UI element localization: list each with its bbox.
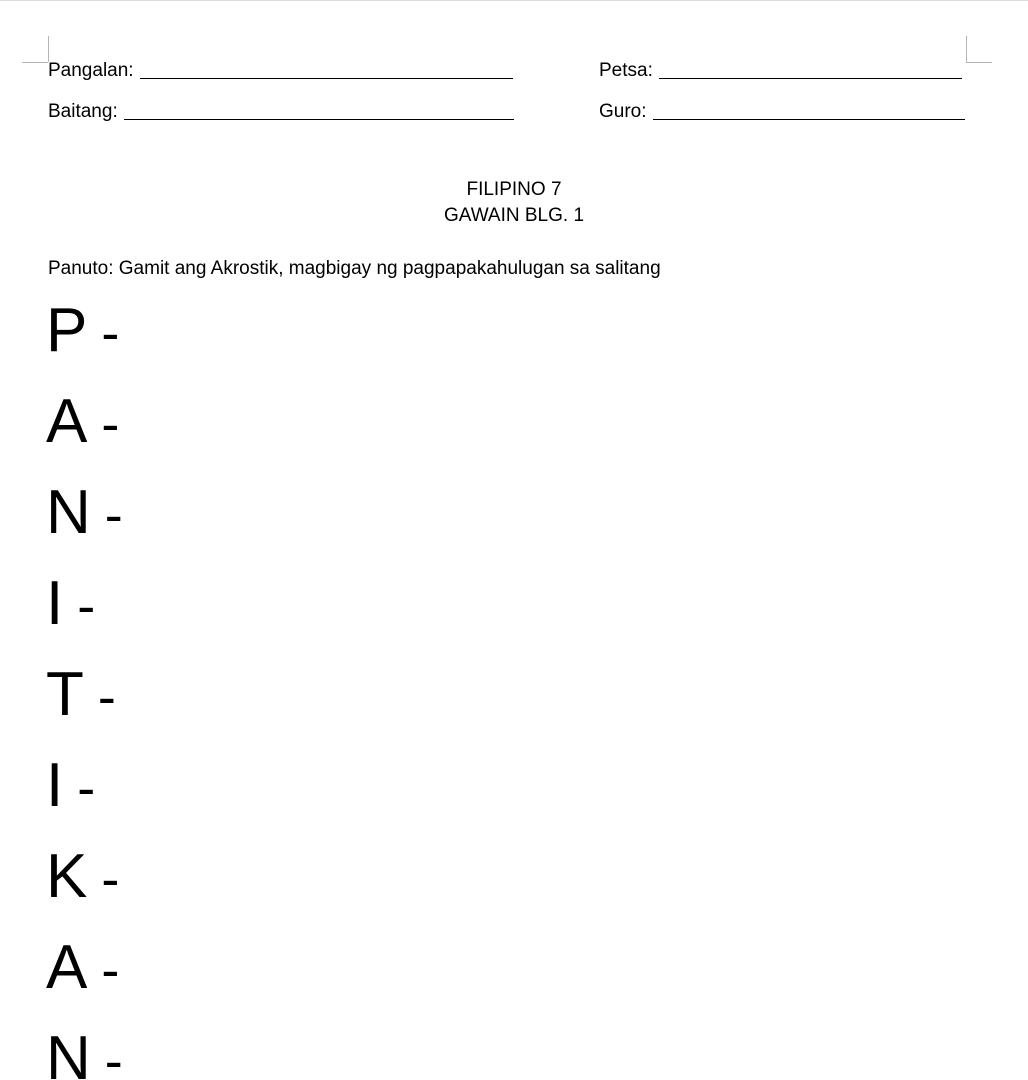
acrostic-letter: N bbox=[46, 478, 91, 547]
acrostic-letter: A bbox=[46, 933, 88, 1002]
acrostic-letter: P bbox=[46, 296, 88, 365]
acrostic-dash: - bbox=[101, 394, 120, 454]
acrostic-row bbox=[46, 478, 123, 547]
acrostic-row bbox=[46, 842, 120, 911]
acrostic-row bbox=[46, 296, 120, 365]
date-blank-line[interactable] bbox=[659, 62, 962, 79]
name-blank-line[interactable] bbox=[140, 62, 513, 79]
grade-blank-line[interactable] bbox=[124, 103, 514, 120]
acrostic-row bbox=[46, 751, 96, 820]
subject-title bbox=[0, 179, 1028, 201]
acrostic-row bbox=[46, 660, 116, 729]
acrostic-letter: K bbox=[46, 842, 88, 911]
activity-title-text: GAWAIN BLG. 1 bbox=[443, 205, 585, 226]
date-field bbox=[599, 60, 962, 82]
acrostic-letter: I bbox=[46, 569, 64, 638]
page-top-edge bbox=[0, 0, 1028, 1]
grade-label: Baitang: bbox=[48, 101, 118, 122]
acrostic-dash: - bbox=[97, 667, 116, 727]
acrostic-dash: - bbox=[101, 849, 120, 909]
acrostic-dash: - bbox=[101, 303, 120, 363]
acrostic-row bbox=[46, 387, 120, 456]
acrostic-dash: - bbox=[77, 576, 96, 636]
subject-title-text: FILIPINO 7 bbox=[466, 179, 562, 200]
margin-corner-mark-left-h bbox=[22, 62, 48, 63]
acrostic-dash: - bbox=[77, 758, 96, 818]
acrostic-letter: T bbox=[46, 660, 84, 729]
acrostic-dash: - bbox=[101, 940, 120, 1000]
activity-title bbox=[0, 205, 1028, 227]
instructions-text: Panuto: Gamit ang Akrostik, magbigay ng pagpapakahulugan sa salitang bbox=[48, 258, 661, 279]
acrostic-row bbox=[46, 569, 96, 638]
acrostic-dash: - bbox=[104, 485, 123, 545]
margin-corner-mark-right bbox=[966, 36, 967, 62]
acrostic-letter: A bbox=[46, 387, 88, 456]
acrostic-row bbox=[46, 933, 120, 1002]
teacher-field bbox=[599, 101, 965, 123]
name-label: Pangalan: bbox=[48, 60, 134, 81]
teacher-blank-line[interactable] bbox=[653, 103, 965, 120]
grade-field bbox=[48, 101, 514, 123]
acrostic-dash: - bbox=[104, 1031, 123, 1080]
acrostic-row bbox=[46, 1024, 123, 1080]
acrostic-letter: I bbox=[46, 751, 64, 820]
date-label: Petsa: bbox=[599, 60, 653, 81]
teacher-label: Guro: bbox=[599, 101, 647, 122]
acrostic-letter: N bbox=[46, 1024, 91, 1080]
name-field bbox=[48, 60, 513, 82]
margin-corner-mark-right-h bbox=[966, 62, 992, 63]
margin-corner-mark-left bbox=[48, 36, 49, 62]
